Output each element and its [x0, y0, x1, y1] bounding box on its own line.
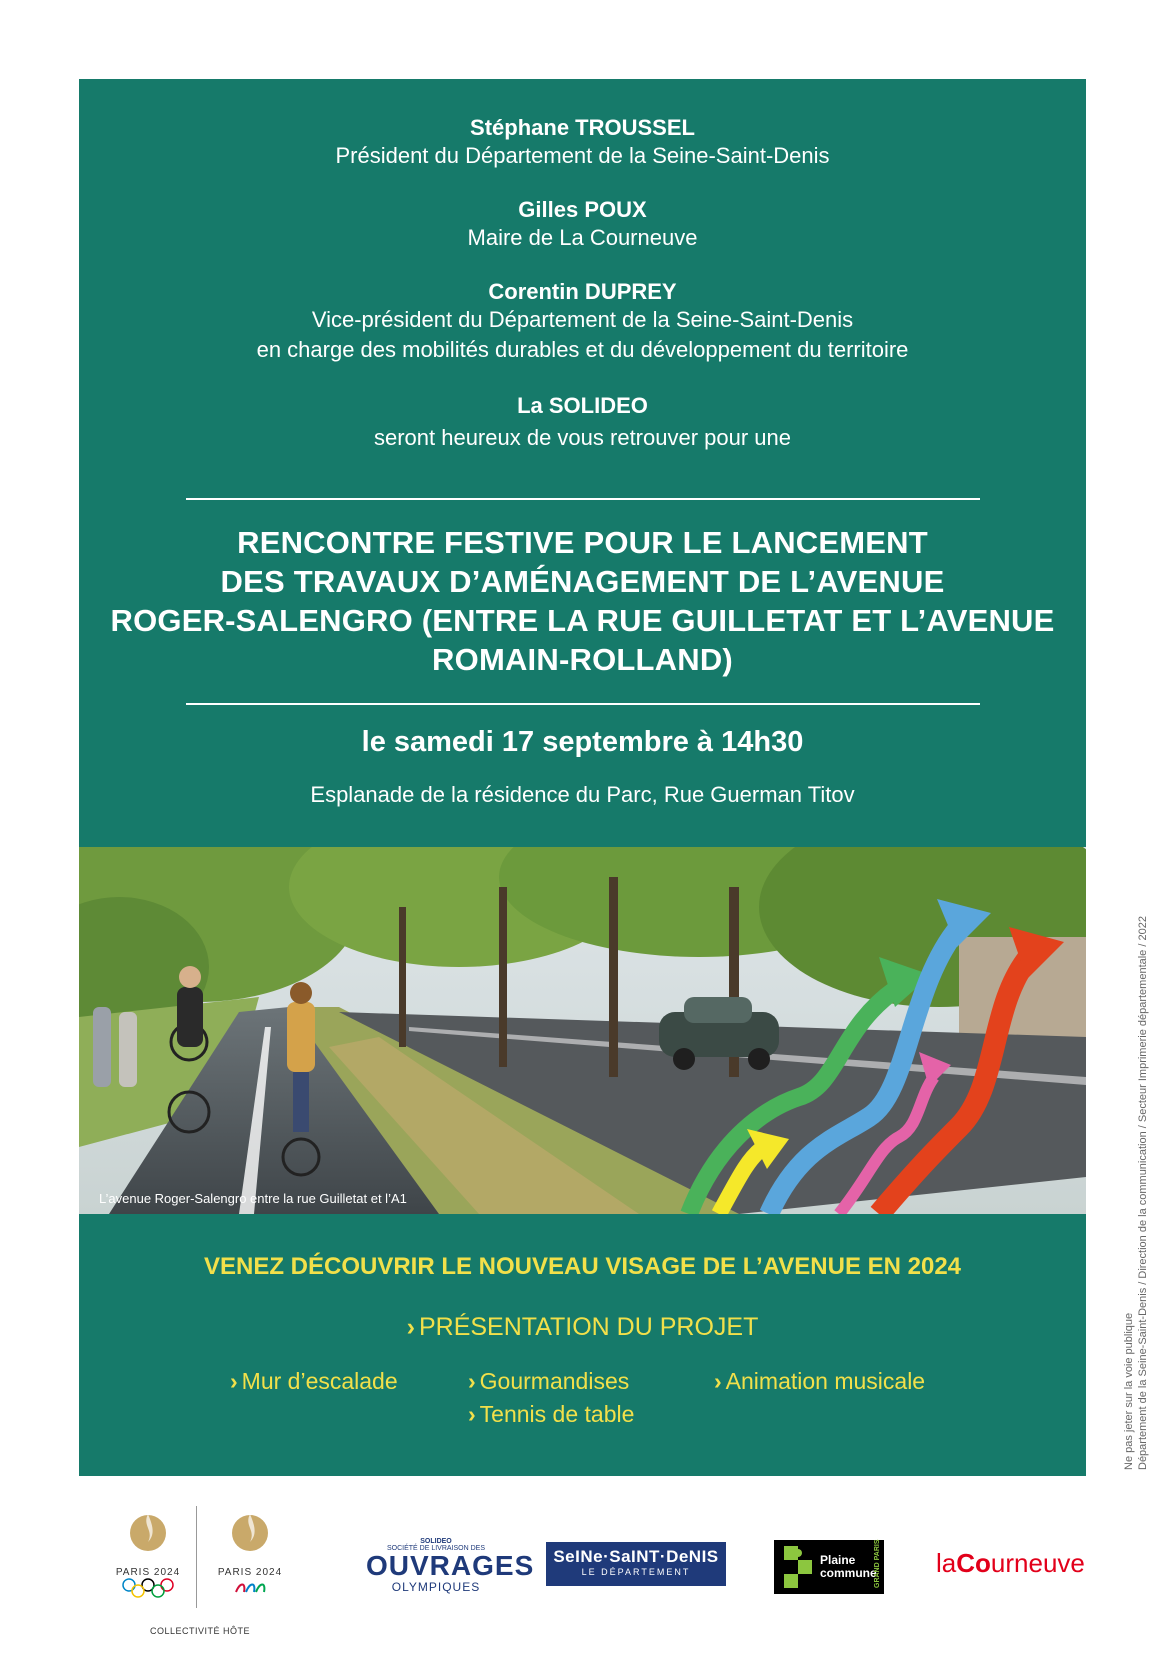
program-item-table-tennis: [468, 1401, 634, 1428]
courneuve-rest: urneuve: [990, 1548, 1085, 1578]
plaine-side: GRAND PARIS: [874, 1539, 881, 1588]
courneuve-la: la: [936, 1548, 957, 1578]
program-item-label: Animation musicale: [725, 1368, 926, 1394]
chevron-right-icon: ›: [714, 1368, 722, 1394]
collectivite-hote-label: COLLECTIVITÉ HÔTE: [150, 1626, 251, 1636]
plaine-commune-logo: [774, 1540, 884, 1594]
event-place: Esplanade de la résidence du Parc, Rue Guerman Titov: [310, 782, 855, 807]
program-item-label: Mur d’escalade: [241, 1368, 398, 1394]
divider-top: [186, 498, 980, 500]
host-role-3a: Vice-président du Département de la Seine-Saint-Denis: [311, 307, 854, 332]
flame-icon: [230, 1508, 270, 1558]
paris2024-paralympic-logo: [212, 1508, 288, 1603]
puzzle-icon: [778, 1540, 818, 1594]
program-item-food: [468, 1368, 629, 1395]
chevron-right-icon: ›: [468, 1401, 476, 1427]
solideo-small: SOCIÉTÉ DE LIVRAISON DES: [386, 1545, 486, 1552]
legal-sidenote: [1122, 916, 1150, 1470]
seine-saint-denis-logo: [546, 1542, 726, 1586]
plaine-line-1: Plaine: [820, 1553, 856, 1567]
chevron-right-icon: ›: [406, 1313, 415, 1341]
host-role-1: Président du Département de la Seine-Saint-Denis: [335, 143, 830, 168]
chevron-right-icon: ›: [230, 1368, 238, 1394]
headline-line-2: DES TRAVAUX D’AMÉNAGEMENT DE L’AVENUE: [220, 564, 945, 599]
partner-logos: [0, 1490, 1166, 1654]
flame-icon: [128, 1508, 168, 1558]
invitation-panel: [79, 79, 1086, 1476]
program-main-label: PRÉSENTATION DU PROJET: [418, 1313, 759, 1341]
invite-intro: seront heureux de vous retrouver pour une: [373, 425, 792, 450]
paris2024-label: PARIS 2024: [217, 1567, 283, 1578]
program-item-climbing: [230, 1368, 398, 1395]
agitos-icon: [230, 1578, 270, 1598]
photo-caption: L’avenue Roger-Salengro entre la rue Guilletat et l’A1: [99, 1191, 407, 1206]
program-item-label: Tennis de table: [479, 1401, 635, 1427]
solideo-logo: [366, 1538, 535, 1594]
solideo-big: OUVRAGES: [366, 1550, 535, 1581]
host-name-2: Gilles POUX: [518, 197, 647, 222]
solideo-bottom: OLYMPIQUES: [391, 1580, 481, 1594]
host-role-2: Maire de La Courneuve: [467, 225, 698, 250]
ssd-title: SeINe·SaINT·DeNIS: [553, 1547, 719, 1566]
olympic-rings-icon: [121, 1578, 175, 1598]
paris2024-olympic-logo: [110, 1508, 186, 1603]
divider-bottom: [186, 703, 980, 705]
program-item-music: [714, 1368, 925, 1395]
program-main: [79, 1313, 1086, 1342]
paris2024-label: PARIS 2024: [115, 1567, 181, 1578]
solideo-top: SOLIDEO: [420, 1538, 452, 1545]
avenue-illustration: [79, 847, 1086, 1214]
host-role-3b: en charge des mobilités durables et du développement du territoire: [256, 337, 909, 362]
logo-divider: [196, 1506, 197, 1608]
program-item-label: Gourmandises: [479, 1368, 630, 1394]
host-name-4: La SOLIDEO: [517, 393, 648, 418]
avenue-rendering-photo: [79, 847, 1086, 1214]
host-name-3: Corentin DUPREY: [488, 279, 677, 304]
program-callout: VENEZ DÉCOUVRIR LE NOUVEAU VISAGE DE L’AVENUE EN 2024: [203, 1253, 962, 1280]
headline-line-3: ROGER-SALENGRO (ENTRE LA RUE GUILLETAT ET L’AVENUE: [110, 603, 1055, 638]
plaine-line-2: commune: [820, 1566, 877, 1580]
headline-line-1: RENCONTRE FESTIVE POUR LE LANCEMENT: [237, 525, 928, 560]
host-name-1: Stéphane TROUSSEL: [470, 115, 695, 140]
headline-line-4: ROMAIN-ROLLAND): [432, 642, 733, 677]
la-courneuve-logo: [936, 1548, 1085, 1579]
legal-line-2: Département de la Seine-Saint-Denis / Direction de la communication / Secteur Imprimerie départementale / 2022: [1137, 916, 1149, 1470]
ssd-subtitle: LE DÉPARTEMENT: [581, 1567, 691, 1577]
courneuve-co: Co: [956, 1548, 991, 1578]
chevron-right-icon: ›: [468, 1368, 476, 1394]
legal-line-1: Ne pas jeter sur la voie publique: [1123, 1312, 1135, 1470]
event-date: le samedi 17 septembre à 14h30: [361, 726, 804, 758]
